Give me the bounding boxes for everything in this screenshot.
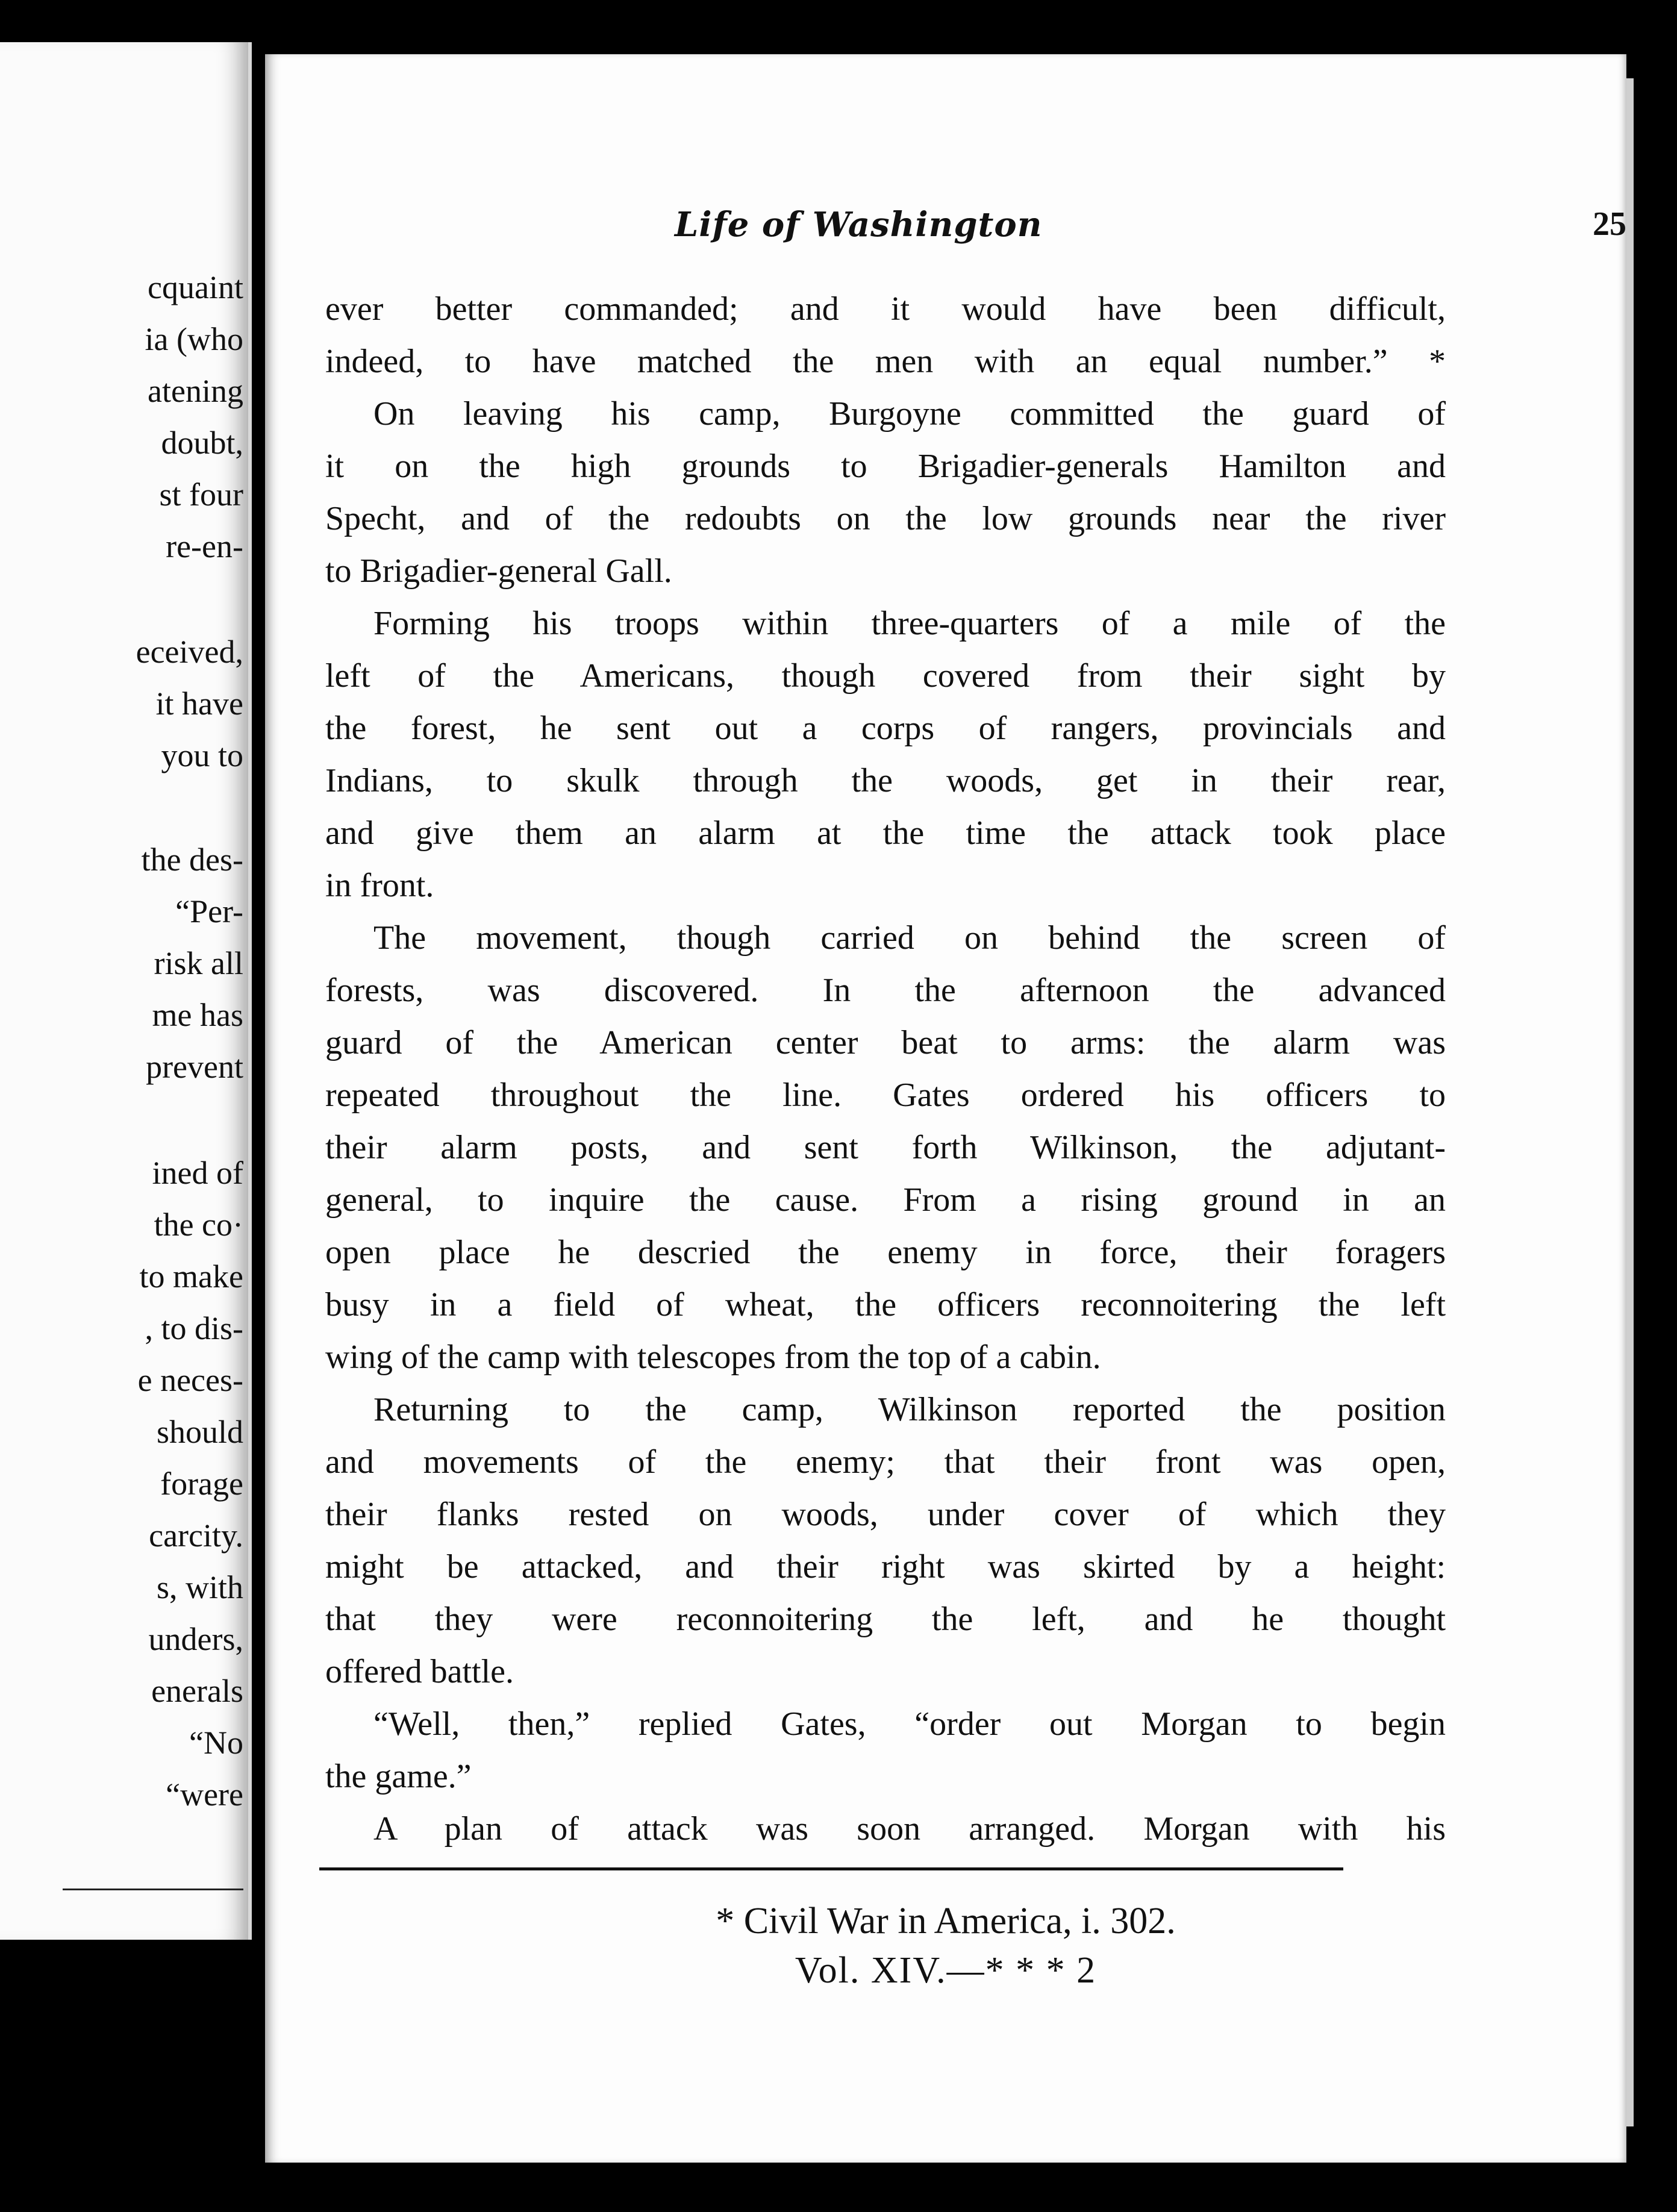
footnote: * Civil War in America, i. 302. (716, 1901, 1176, 1942)
page-header (675, 205, 1626, 253)
left-page-line: s, with (156, 1569, 243, 1605)
text-line: and movements of the enemy; that their front was open, (325, 1443, 1446, 1481)
text-line: Indians, to skulk through the woods, get in their rear, (325, 762, 1446, 799)
book-page (265, 54, 1626, 2163)
left-page-line: re-en- (166, 528, 243, 564)
left-page-line: “No (189, 1725, 243, 1761)
left-page-line: enerals (151, 1673, 243, 1709)
text-line: open place he descried the enemy in force, their foragers (325, 1234, 1446, 1271)
left-page-line: ined of (152, 1155, 243, 1191)
text-line: general, to inquire the cause. From a rising ground in an (325, 1181, 1446, 1219)
text-line: busy in a field of wheat, the officers reconnoitering the left (325, 1286, 1446, 1323)
left-page-line: prevent (146, 1049, 243, 1085)
left-page-line: “were (166, 1776, 243, 1813)
text-line: guard of the American center beat to arms: the alarm was (325, 1024, 1446, 1061)
left-page-line: cquaint (148, 269, 243, 305)
left-page-line: “Per- (175, 893, 243, 929)
text-line: that they were reconnoitering the left, and he thought (325, 1601, 1446, 1638)
signature-mark: Vol. XIV.—* * * 2 (795, 1950, 1097, 1991)
left-page-line: the des- (141, 842, 243, 878)
left-page-line: st four (159, 476, 243, 513)
left-page-line: the co· (154, 1207, 243, 1243)
left-page-line: e neces- (137, 1362, 243, 1398)
text-line: A plan of attack was soon arranged. Morgan with his (373, 1810, 1446, 1848)
text-line: forests, was discovered. In the afternoon the advanced (325, 972, 1446, 1009)
text-line: and give them an alarm at the time the attack took place (325, 814, 1446, 852)
left-page-line: should (156, 1414, 243, 1450)
text-line: Returning to the camp, Wilkinson reported the position (373, 1391, 1446, 1428)
running-title: Life of Washington (675, 205, 1043, 245)
left-page-line: doubt, (161, 425, 243, 461)
text-line: their flanks rested on woods, under cover of which they (325, 1496, 1446, 1533)
text-line: it on the high grounds to Brigadier-generals Hamilton and (325, 448, 1446, 485)
page-number: 25 (1593, 205, 1626, 243)
left-page-line: eceived, (136, 634, 243, 670)
left-page-line: forage (160, 1466, 243, 1502)
left-page-line: you to (161, 737, 243, 773)
text-line: the game.” (325, 1758, 472, 1795)
left-page-line: , to dis- (145, 1310, 243, 1346)
text-line: repeated throughout the line. Gates ordered his officers to (325, 1076, 1446, 1114)
left-page-line: me has (152, 997, 243, 1033)
text-line: “Well, then,” replied Gates, “order out Morgan to begin (373, 1705, 1446, 1743)
text-line: might be attacked, and their right was skirted by a height: (325, 1548, 1446, 1586)
left-page-line: unders, (148, 1621, 243, 1657)
page-edge (1626, 78, 1634, 2126)
text-line: wing of the camp with telescopes from the top of a cabin. (325, 1339, 1101, 1376)
text-line: indeed, to have matched the men with an equal number.” * (325, 343, 1446, 380)
text-line: Specht, and of the redoubts on the low grounds near the river (325, 500, 1446, 537)
text-line: in front. (325, 867, 434, 904)
text-line: ever better commanded; and it would have been difficult, (325, 290, 1446, 328)
text-line: offered battle. (325, 1653, 514, 1690)
text-line: their alarm posts, and sent forth Wilkinson, the adjutant- (325, 1129, 1446, 1166)
text-line: left of the Americans, though covered from their sight by (325, 657, 1446, 695)
left-page-line: atening (148, 373, 243, 409)
left-page-line: carcity. (149, 1517, 243, 1554)
left-page-line: it have (155, 686, 243, 722)
left-page-line: to make (139, 1258, 243, 1295)
left-page-line: risk all (154, 945, 243, 981)
text-line: the forest, he sent out a corps of rangers, provincials and (325, 710, 1446, 747)
footnote-rule (319, 1867, 1343, 1870)
text-line: On leaving his camp, Burgoyne committed the guard of (373, 395, 1446, 433)
text-line: Forming his troops within three-quarters of a mile of the (373, 605, 1446, 642)
text-line: to Brigadier-general Gall. (325, 552, 672, 590)
text-line: The movement, though carried on behind the screen of (373, 919, 1446, 957)
left-footnote-rule (63, 1889, 243, 1890)
left-page-fragment (0, 42, 252, 1940)
left-page-line: ia (who (145, 321, 243, 357)
